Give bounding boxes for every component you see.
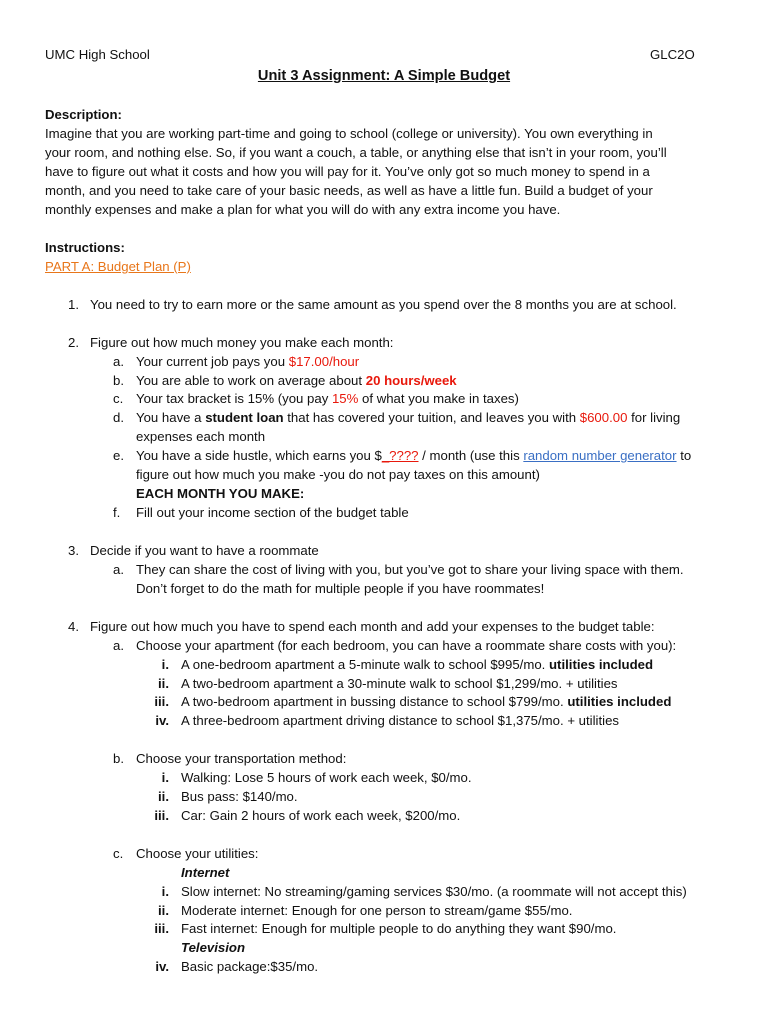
item-2e-letter: e. — [113, 448, 124, 463]
item-4b-text: Choose your transportation method: — [136, 751, 347, 766]
item-4b-letter: b. — [113, 751, 124, 766]
description-line-4: month, and you need to take care of your basic needs, as well as have a little fun. Build a budget of your — [45, 183, 653, 198]
item-4c-text: Choose your utilities: — [136, 846, 259, 861]
item-2f-letter: f. — [113, 505, 121, 520]
item-2d-letter: d. — [113, 410, 124, 425]
item-3-text: Decide if you want to have a roommate — [90, 543, 319, 558]
transport-option: Walking: Lose 5 hours of work each week, $0/mo. — [181, 770, 472, 785]
item-3a-letter: a. — [113, 562, 124, 577]
item-2a-letter: a. — [113, 354, 124, 369]
item-2e-text: You have a side hustle, which earns you $_???? / month (use this random number generator to — [136, 448, 692, 463]
transport-option: Bus pass: $140/mo. — [181, 789, 298, 804]
item-2c-text: Your tax bracket is 15% (you pay 15% of what you make in taxes) — [136, 391, 519, 406]
hourly-wage: $17.00/hour — [288, 354, 360, 369]
instructions-heading: Instructions: — [45, 240, 125, 255]
utility-option-numeral: i. — [161, 884, 169, 899]
item-4-number: 4. — [68, 619, 79, 634]
apartment-option: A two-bedroom apartment in bussing distance to school $799/mo. utilities included — [181, 694, 672, 709]
item-1-text: You need to try to earn more or the same amount as you spend over the 8 months you are at school. — [90, 297, 677, 312]
description-line-5: monthly expenses and make a plan for what you will do with any extra income you have. — [45, 202, 561, 217]
utility-option: Moderate internet: Enough for one person to stream/game $55/mo. — [181, 903, 573, 918]
apartment-option: A one-bedroom apartment a 5-minute walk to school $995/mo. utilities included — [181, 657, 654, 672]
part-a-heading: PART A: Budget Plan (P) — [45, 259, 191, 274]
item-2e-line-2: figure out how much you make -you do not pay taxes on this amount) — [136, 467, 540, 482]
description-heading: Description: — [45, 107, 122, 122]
utility-option: Basic package:$35/mo. — [181, 959, 319, 974]
item-2f-text: Fill out your income section of the budget table — [136, 505, 409, 520]
apartment-option: A three-bedroom apartment driving distance to school $1,375/mo. + utilities — [181, 713, 619, 728]
weekly-hours: 20 hours/week — [365, 373, 457, 388]
apartment-option-numeral: ii. — [158, 676, 169, 691]
transport-option-numeral: ii. — [158, 789, 169, 804]
transport-option-numeral: iii. — [154, 808, 169, 823]
apartment-option-numeral: i. — [161, 657, 169, 672]
loan-amount: $600.00 — [579, 410, 628, 425]
utility-option-numeral: iii. — [154, 921, 169, 936]
item-2b-letter: b. — [113, 373, 124, 388]
transport-option: Car: Gain 2 hours of work each week, $200/mo. — [181, 808, 461, 823]
apartment-option-numeral: iv. — [155, 713, 169, 728]
each-month-you-make: EACH MONTH YOU MAKE: — [136, 486, 305, 501]
utility-option: Slow internet: No streaming/gaming services $30/mo. (a roommate will not accept this) — [181, 884, 687, 899]
item-1-number: 1. — [68, 297, 79, 312]
side-hustle-amount: _???? — [381, 448, 419, 463]
item-3-number: 3. — [68, 543, 79, 558]
item-2c-letter: c. — [113, 391, 124, 406]
description-line-2: your room, and nothing else. So, if you want a couch, a table, or anything else that isn’t in your room, you’ll — [45, 145, 667, 160]
item-4-text: Figure out how much you have to spend each month and add your expenses to the budget table: — [90, 619, 655, 634]
transport-option-numeral: i. — [161, 770, 169, 785]
item-3a-line-1: They can share the cost of living with you, but you’ve got to share your living space with them. — [136, 562, 684, 577]
apartment-option-numeral: iii. — [154, 694, 169, 709]
utility-option: Fast internet: Enough for multiple people to do anything they want $90/mo. — [181, 921, 617, 936]
item-4a-text: Choose your apartment (for each bedroom, you can have a roommate share costs with you): — [136, 638, 677, 653]
description-line-3: have to figure out what it costs and how you will pay for it. You’ve only got so much money to spend in a — [45, 164, 650, 179]
item-2d-line-2: expenses each month — [136, 429, 266, 444]
television-heading: Television — [181, 940, 246, 955]
school-name: UMC High School — [45, 47, 150, 62]
utility-option-numeral: ii. — [158, 903, 169, 918]
item-3a-line-2: Don’t forget to do the math for multiple people if you have roommates! — [136, 581, 545, 596]
page-title: Unit 3 Assignment: A Simple Budget — [257, 68, 511, 84]
internet-heading: Internet — [181, 865, 230, 880]
item-4c-letter: c. — [113, 846, 124, 861]
item-2-number: 2. — [68, 335, 79, 350]
tax-rate: 15% — [331, 391, 359, 406]
item-2a-text: Your current job pays you $17.00/hour — [136, 354, 360, 369]
apartment-option: A two-bedroom apartment a 30-minute walk to school $1,299/mo. + utilities — [181, 676, 618, 691]
item-2b-text: You are able to work on average about 20 hours/week — [136, 373, 457, 388]
item-4a-letter: a. — [113, 638, 124, 653]
random-number-generator-link[interactable]: random number generator — [523, 448, 677, 463]
description-line-1: Imagine that you are working part-time and going to school (college or university). You own everything in — [45, 126, 653, 141]
course-code: GLC2O — [650, 47, 695, 62]
item-2d-text: You have a student loan that has covered your tuition, and leaves you with $600.00 for living — [136, 410, 681, 425]
item-2-text: Figure out how much money you make each month: — [90, 335, 394, 350]
utility-option-numeral: iv. — [155, 959, 169, 974]
